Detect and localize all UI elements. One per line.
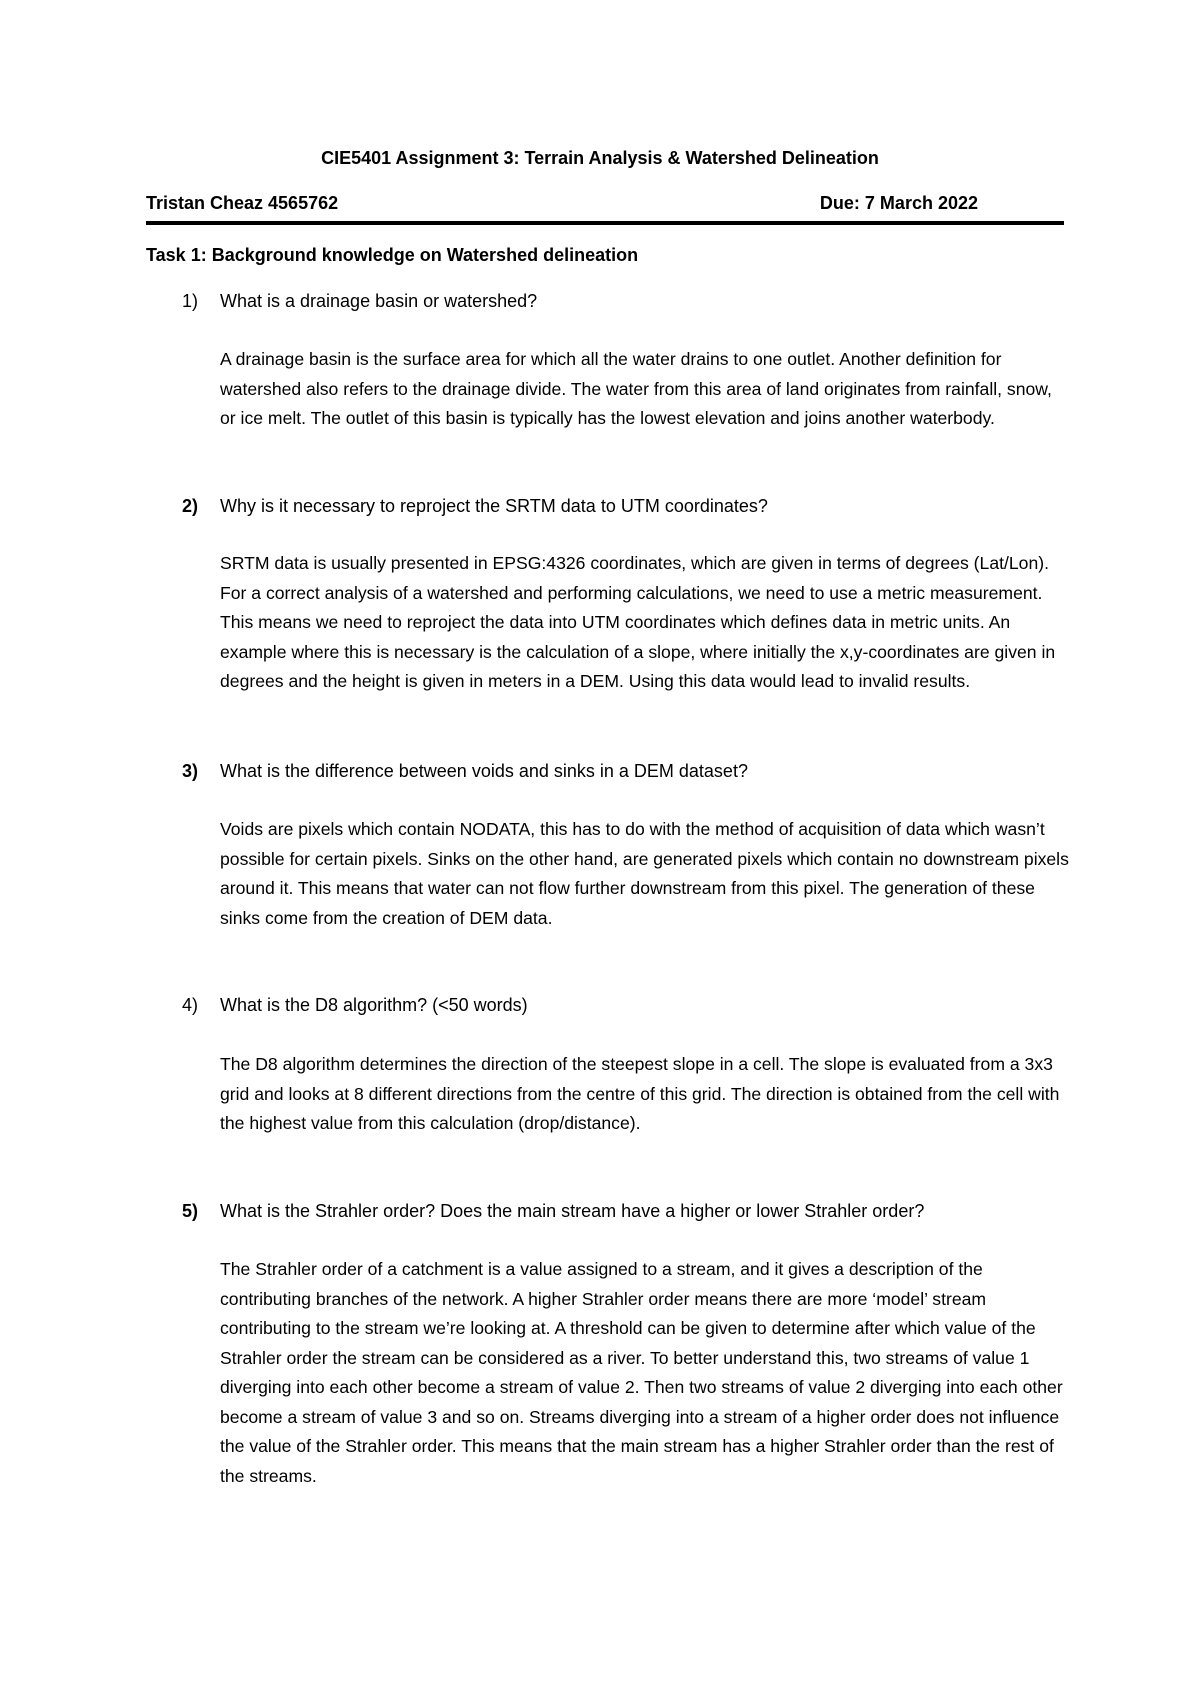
answer-3: [220, 815, 1070, 933]
answer-4: [220, 1050, 1070, 1139]
answer-text: The Strahler order of a catchment is a value assigned to a stream, and it gives a description of the contributing branches of the network. A higher Strahler order means there are more ‘model’ stream contributing to the stream we’re looking at. A threshold can be given to determine after which value of the Strahler order the stream can be considered as a river. To better understand this, two streams of value 1 diverging into each other become a stream of value 2. Then two streams of value 2 diverging into each other become a stream of value 3 and so on. Streams diverging into a stream of a higher order does not influence the value of the Strahler order. This means that the main stream has a higher Strahler order than the rest of the streams.: [220, 1259, 1063, 1486]
question-text: Why is it necessary to reproject the SRTM data to UTM coordinates?: [220, 496, 768, 516]
answer-text: SRTM data is usually presented in EPSG:4326 coordinates, which are given in terms of degrees (Lat/Lon). For a correct analysis of a watershed and performing calculations, we need to use a metric measurement. This means we need to reproject the data into UTM coordinates which defines data in metric units. An example where this is necessary is the calculation of a slope, where initially the x,y-coordinates are given in degrees and the height is given in meters in a DEM. Using this data would lead to invalid results.: [220, 553, 1056, 691]
task-heading: Task 1: Background knowledge on Watershed delineation: [146, 245, 639, 265]
answer-2: [220, 549, 1070, 697]
question-text: What is the Strahler order? Does the main stream have a higher or lower Strahler order?: [220, 1201, 925, 1221]
question-number: 3): [182, 761, 199, 781]
question-text: What is a drainage basin or watershed?: [220, 291, 538, 311]
document-title: CIE5401 Assignment 3: Terrain Analysis & Watershed Delineation: [321, 148, 879, 168]
due-date: Due: 7 March 2022: [819, 193, 978, 213]
question-text: What is the D8 algorithm? (<50 words): [220, 995, 528, 1015]
answer-text: The D8 algorithm determines the direction of the steepest slope in a cell. The slope is evaluated from a 3x3 grid and looks at 8 different directions from the centre of this grid. The direction is obtained from the cell with the highest value from this calculation (drop/distance).: [220, 1054, 1060, 1133]
answer-text: A drainage basin is the surface area for which all the water drains to one outlet. Another definition for watershed also refers to the drainage divide. The water from this area of land originates from rainfall, snow, or ice melt. The outlet of this basin is typically has the lowest elevation and joins another waterbody.: [220, 349, 1052, 428]
answer-text: Voids are pixels which contain NODATA, this has to do with the method of acquisition of data which wasn’t possible for certain pixels. Sinks on the other hand, are generated pixels which contain no downstream pixels around it. This means that water can not flow further downstream from this pixel. The generation of these sinks come from the creation of DEM data.: [220, 819, 1069, 928]
question-text: What is the difference between voids and sinks in a DEM dataset?: [220, 761, 748, 781]
question-number: 5): [182, 1201, 199, 1221]
author-line: Tristan Cheaz 4565762: [146, 193, 339, 213]
answer-1: [220, 345, 1070, 434]
question-number: 2): [182, 496, 199, 516]
question-number: 1): [182, 291, 199, 311]
header-divider: [146, 221, 1064, 225]
question-number: 4): [182, 995, 199, 1015]
answer-5: [220, 1255, 1070, 1491]
